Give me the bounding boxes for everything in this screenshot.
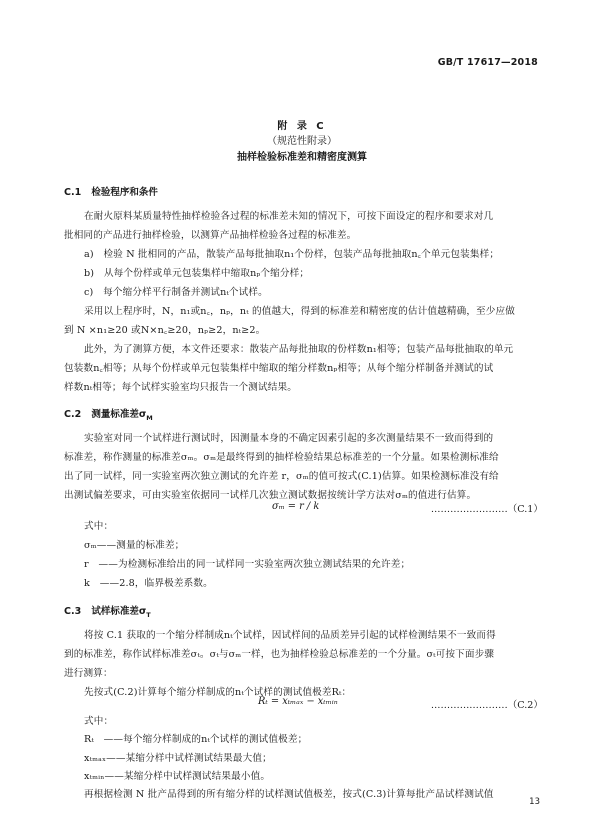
paragraph-line: 实验室对同一个试样进行测试时，因测量本身的不确定因素引起的多次测量结果不一致而得到的: [84, 433, 494, 444]
page-number: 13: [529, 797, 540, 807]
section-c2-heading: [64, 406, 153, 422]
paragraph-line: 将按 C.1 获取的一个缩分样制成nₜ个试样，因试样间的品质差异引起的试样检测结果不一致而得: [84, 630, 496, 641]
definition-line: k ——2.8，临界极差系数。: [84, 578, 213, 589]
section-title-subscript: T: [146, 610, 151, 619]
paragraph-line: 出测试偏差要求，可由实验室依据同一试样几次独立测试数据按统计学方法对σₘ的值进行估算。: [64, 490, 477, 501]
paragraph-line: 进行测算：: [64, 668, 113, 679]
paragraph-line: 先按式(C.2)计算每个缩分样制成的nₜ个试样的测试值极差Rₜ：: [84, 687, 352, 698]
paragraph-line: 出了同一试样，同一实验室两次独立测试的允许差 r，σₘ的值可按式(C.1)估算。如果检测标准没有给: [64, 471, 499, 482]
section-c1-heading: [64, 184, 158, 198]
definition-line: Rₜ ——每个缩分样制成的nₜ个试样的测试值极差；: [84, 734, 308, 745]
section-title: 测量标准差σ: [91, 409, 147, 420]
list-item: b) 从每个份样或单元包装集样中缩取nₚ个缩分样；: [84, 268, 310, 279]
paragraph-line: 样数nₜ相等；每个试样实验室均只报告一个测试结果。: [64, 382, 297, 393]
equation-c2: Rₜ = xₜₘₐₓ − xₜₘᵢₙ: [258, 696, 338, 707]
equation-number: ……………………（C.2）: [430, 700, 543, 711]
annex-title: 抽样检验标准差和精密度测算: [237, 152, 367, 163]
definition-line: σₘ——测量的标准差；: [84, 540, 185, 551]
paragraph-line: 批相同的产品进行抽样检验，以测算产品抽样检验各过程的标准差。: [64, 230, 357, 241]
paragraph-line: 标准差，称作测量的标准差σₘ。σₘ是最终得到的抽样检验结果总标准差的一个分量。如果检测标准给: [64, 452, 499, 463]
definition-line: xₜₘₐₓ——某缩分样中试样测试结果最大值；: [84, 753, 272, 764]
section-c3-heading: [64, 603, 151, 619]
paragraph-line: 到 N ×n₁≥20 或N×n꜀≥20，nₚ≥2，nₜ≥2。: [64, 325, 266, 336]
list-item: a) 检验 N 批相同的产品，散装产品每批抽取n₁个份样，包装产品每批抽取n꜀个单元包装集样；: [84, 249, 500, 260]
definition-line: xₜₘᵢₙ——某缩分样中试样测试结果最小值。: [84, 771, 271, 782]
paragraph-line: 采用以上程序时，N，n₁或n꜀，nₚ，nₜ 的值越大，得到的标准差和精密度的估计值越精确，至少应做: [84, 306, 516, 317]
paragraph-line: 包装数n꜀相等；从每个份样或单元包装集样中缩取的缩分样数nₚ相等；从每个缩分样制备并测试的试: [64, 363, 494, 374]
equation-number: ……………………（C.1）: [430, 504, 543, 515]
paragraph-line: 再根据检测 N 批产品得到的所有缩分样的试样测试值极差，按式(C.3)计算每批产品试样测试值: [84, 789, 494, 800]
where-label: 式中：: [84, 716, 114, 727]
section-number: C.1: [64, 187, 82, 198]
definition-line: r ——为检测标准给出的同一试样同一实验室两次独立测试结果的允许差；: [84, 559, 411, 570]
annex-type: （规范性附录）: [267, 136, 337, 147]
where-label: 式中：: [84, 521, 114, 532]
section-number: C.3: [64, 606, 82, 617]
section-number: C.2: [64, 409, 82, 420]
list-item: c) 每个缩分样平行制备并测试nₜ个试样。: [84, 287, 268, 298]
paragraph-line: 到的标准差，称作试样标准差σₜ。σₜ与σₘ一样，也为抽样检验总标准差的一个分量。σₜ可按下面步骤: [64, 649, 495, 660]
annex-label: 附 录 C: [277, 121, 327, 132]
paragraph-line: 此外，为了测算方便，本文件还要求：散装产品每批抽取的份样数n₁相等；包装产品每批抽取的单元: [84, 344, 514, 355]
equation-c1: σₘ = r / k: [272, 501, 320, 512]
section-title: 检验程序和条件: [91, 187, 158, 198]
standard-code: GB/T 17617—2018: [437, 57, 538, 68]
section-title: 试样标准差σ: [91, 606, 147, 617]
section-title-subscript: M: [146, 413, 153, 422]
paragraph-line: 在耐火原料某质量特性抽样检验各过程的标准差未知的情况下，可按下面设定的程序和要求对几: [84, 211, 494, 222]
